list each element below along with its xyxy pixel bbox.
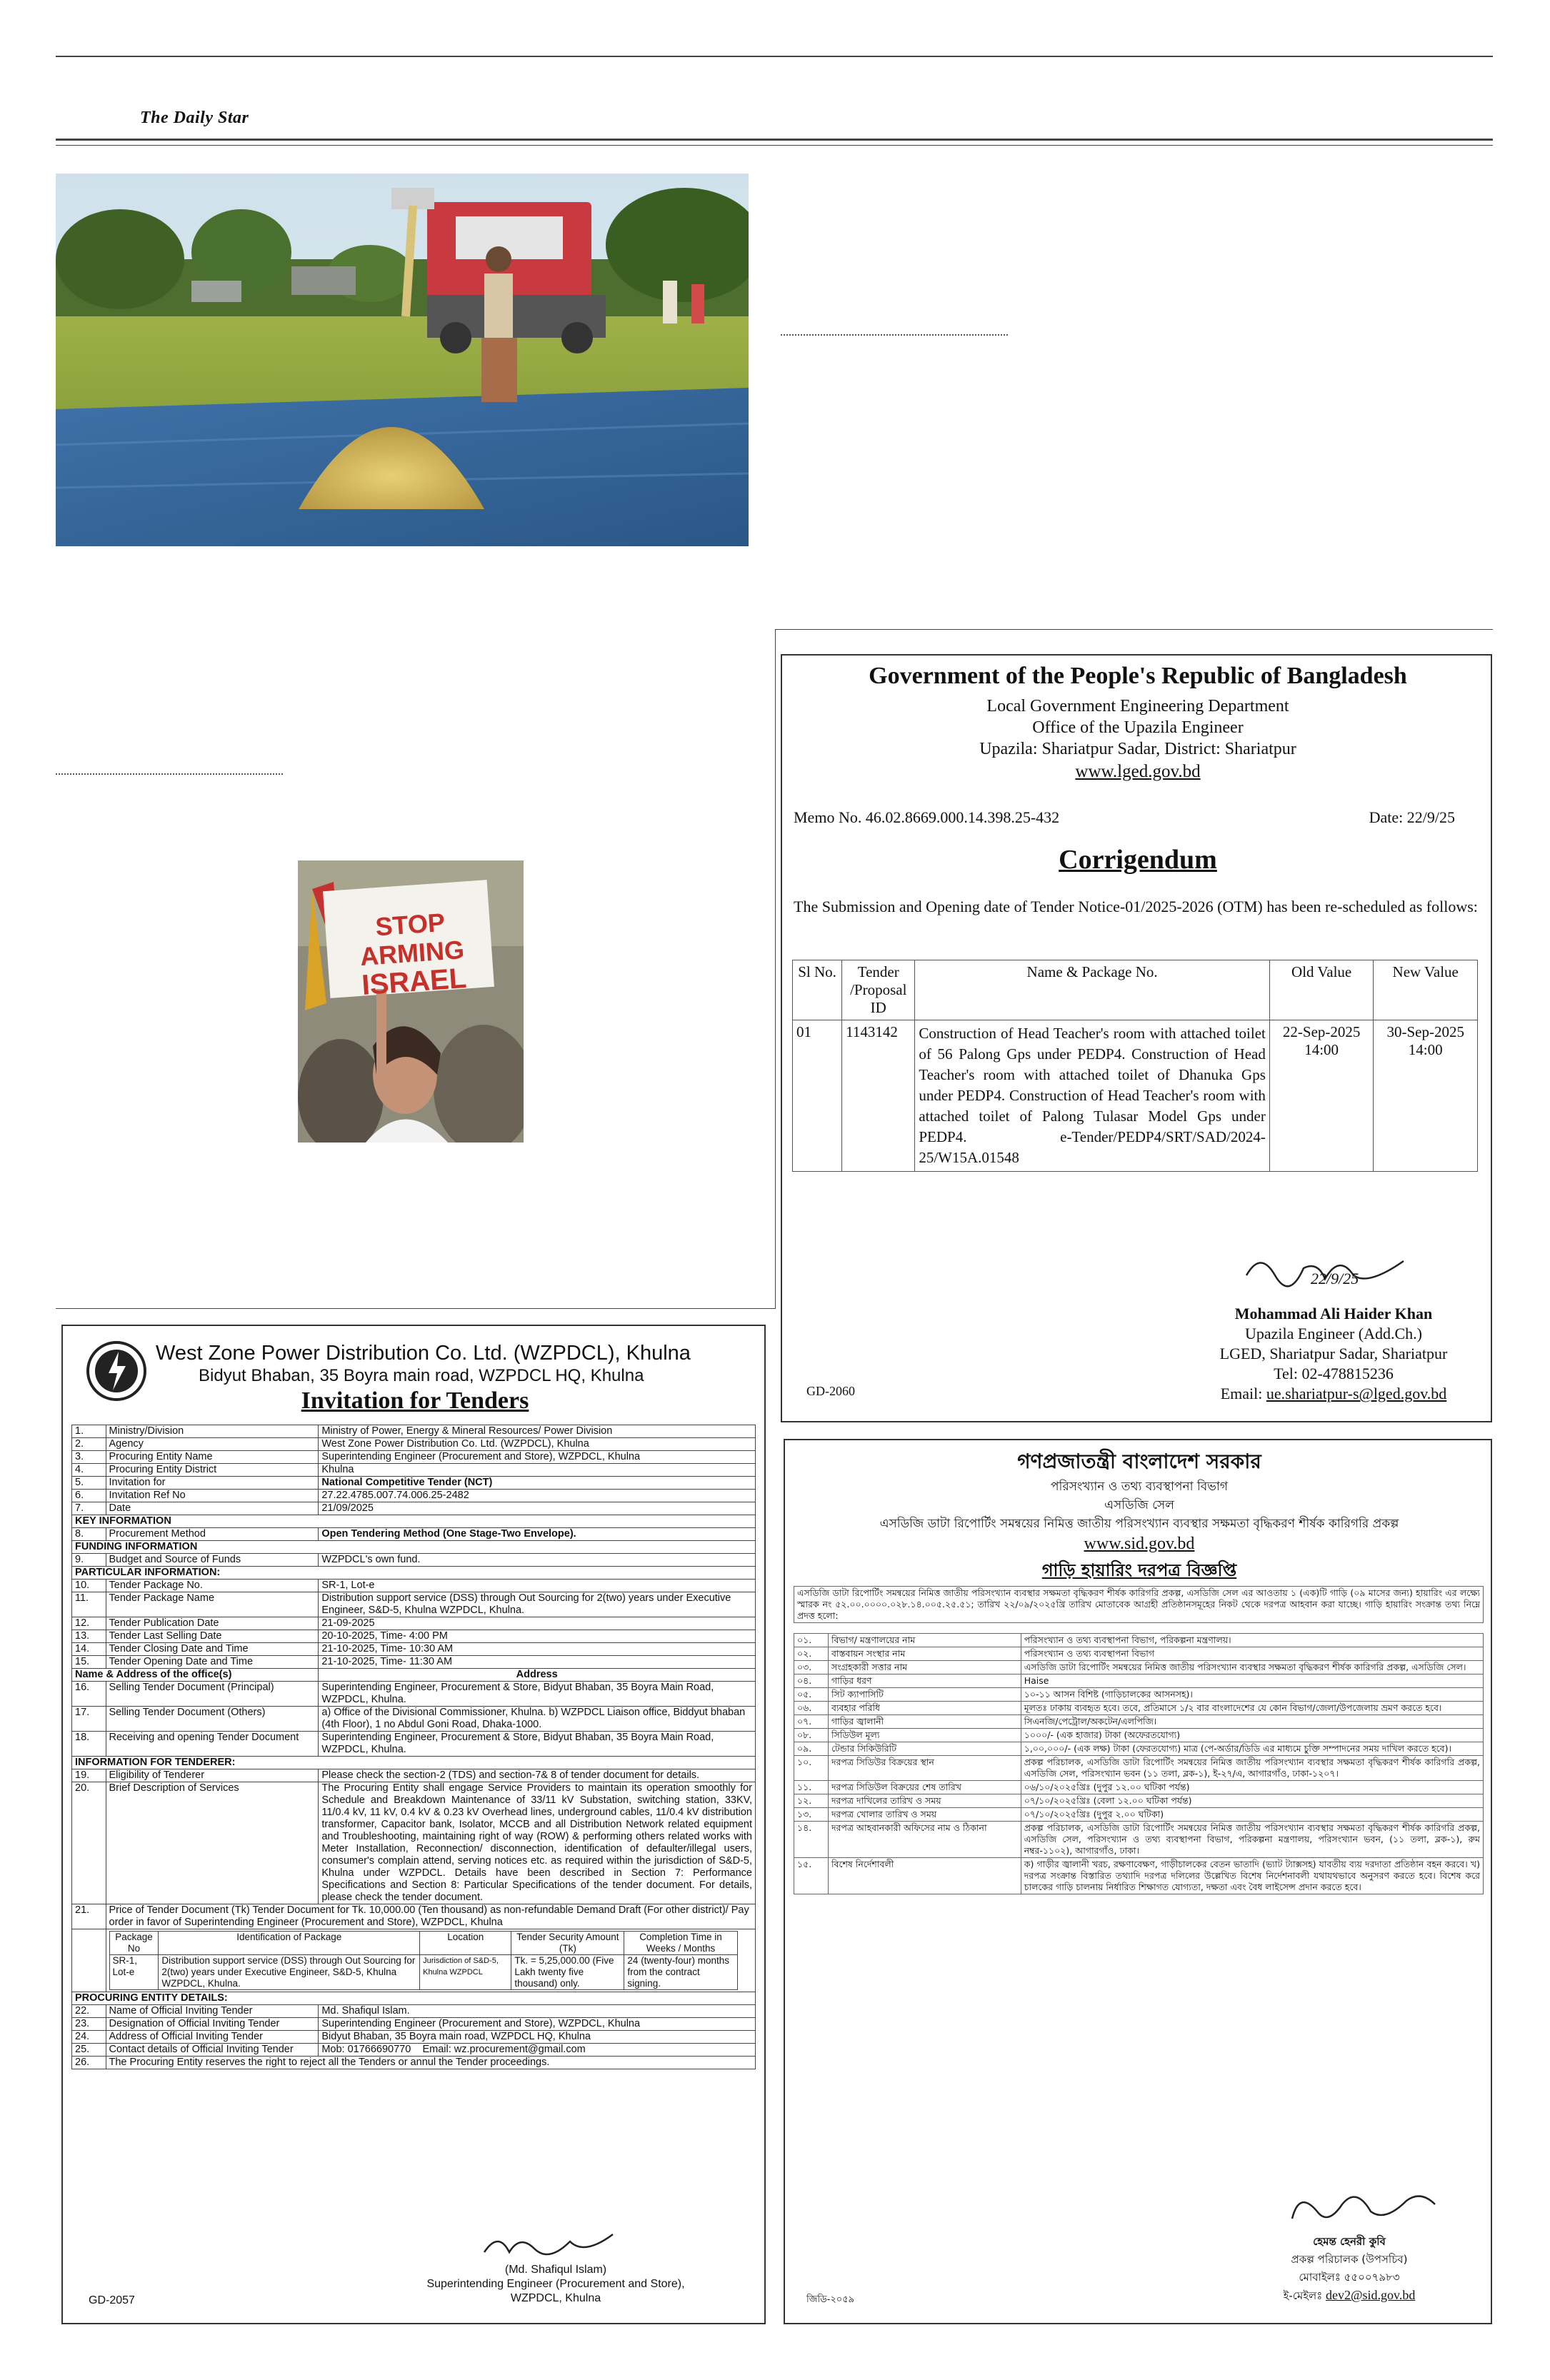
sid-row-key: সংগ্রহকারী সত্তার নাম — [828, 1661, 1021, 1674]
sid-row-value: প্রকল্প পরিচালক, এসডিজি ডাটা রিপোর্টিং সমন্বয়ের নিমিত্ত জাতীয় পরিসংখ্যান ব্যবস্থার সক্ষমতা বৃদ্ধিকরণ শীর্ষক কারিগরি প্রকল্প, এসডিজি সেল, পরিসংখ্যান ও তথ্য ব্যবস্থাপনা বিভাগ, পরিকল্পনা মন্ত্রণালয়, পরিসংখ্যান ভবন, (১১ তলা, ব্লক-১), রুম নম্বর-১১০২), আগারগাঁও, ঢাকা। — [1021, 1822, 1483, 1858]
row-key: Address of Official Inviting Tender — [106, 2031, 319, 2044]
wzpdcl-signer-title: Superintending Engineer (Procurement and Store), — [426, 2278, 685, 2290]
sid-row-value: ১০-১১ আসন বিশিষ্ট (গাড়িচালকের আসনসহ)। — [1021, 1688, 1483, 1702]
lged-row-new: 30-Sep-2025 14:00 — [1374, 1020, 1478, 1172]
wzpdcl-heading: Invitation for Tenders — [301, 1387, 529, 1414]
table-row — [72, 1464, 756, 1477]
wzpdcl-signer-org: WZPDCL, Khulna — [510, 2292, 601, 2304]
sid-row-key: বাস্তবায়ন সংস্থার নাম — [828, 1647, 1021, 1661]
lged-signer-title: Upazila Engineer (Add.Ch.) — [1244, 1325, 1423, 1342]
row-num: 8. — [72, 1528, 106, 1541]
table-row — [794, 1781, 1484, 1794]
row-key: Agency — [106, 1438, 319, 1451]
row-value: Superintending Engineer (Procurement and Store), WZPDCL, Khulna — [319, 2018, 756, 2031]
sid-row-num: ০৭. — [794, 1715, 829, 1729]
lged-col-name: Name & Package No. — [915, 960, 1270, 1020]
row-num: 19. — [72, 1769, 106, 1782]
column-rule-vertical — [775, 629, 776, 1309]
row-value: WZPDCL's own fund. — [319, 1554, 756, 1567]
row-value: Please check the section-2 (TDS) and section-7& 8 of tender document for details. — [319, 1769, 756, 1782]
sid-row-value: মূলতঃ ঢাকায় ব্যবহৃত হবে। তবে, প্রতিমাসে ১/২ বার বাংলাদেশের যে কোন বিভাগ/জেলা/উপজেলায় ভ্রমণ করতে হবে। — [1021, 1702, 1483, 1715]
row-value: The Procuring Entity reserves the right to reject all the Tenders or annul the Tender proceedings. — [106, 2057, 755, 2069]
sid-row-key: দরপত্র খোলার তারিখ ও সময় — [828, 1808, 1021, 1822]
sid-row-num: ০১. — [794, 1634, 829, 1647]
harvest-photo — [56, 174, 749, 546]
row-key: Contact details of Official Inviting Tender — [106, 2044, 319, 2057]
lged-col-new: New Value — [1374, 960, 1478, 1020]
lged-row-sl: 01 — [793, 1020, 842, 1172]
row-num: 21. — [72, 1904, 106, 1929]
row-num: 20. — [72, 1782, 106, 1904]
sid-row-value: ক) গাড়ীর জ্বালানী খরচ, রক্ষণাবেক্ষণ, গাড়ীচালকের বেতন ভাতাদি (ভ্যাট ট্যাক্সসহ) যাবতীয় ব্যয় দরদাতা প্রতিষ্ঠান বহন করবে। খ) দরপত্র সংক্রান্ত বিস্তারিত তথ্যাদি দরপত্র দলিলের উল্লেখিত বিশেষ নির্দেশনাবলী যথাযথভাবে অনুসরণ করতে হবে। বিশেষ করে চালকের গাড়ি চালনায় নির্ধারিত শিক্ষাগত যোগ্যতা, দক্ষতা এবং বৈধ লাইসেন্স প্রদান করতে হবে। — [1021, 1858, 1483, 1894]
row-num: 26. — [72, 2057, 106, 2069]
lged-tel: Tel: 02-478815236 — [1274, 1365, 1394, 1382]
sid-division: পরিসংখ্যান ও তথ্য ব্যবস্থাপনা বিভাগ — [1050, 1480, 1228, 1494]
sid-row-num: ১৩. — [794, 1808, 829, 1822]
table-row — [72, 1425, 756, 1438]
sid-signer-block — [1214, 2233, 1485, 2305]
row-num: 1. — [72, 1425, 106, 1438]
column-rule-bottom — [56, 1308, 776, 1309]
table-row — [794, 1674, 1484, 1688]
row-num: 6. — [72, 1490, 106, 1502]
row-key: Invitation for — [106, 1477, 319, 1490]
pkg-id: Distribution support service (DSS) through Out Sourcing for 2(two) years under Executive Engineer, S&D-5, Khulna WZPDCL, Khulna. — [159, 1955, 420, 1990]
row-value: 20-10-2025, Time- 4:00 PM — [319, 1630, 756, 1643]
wzpdcl-gd: GD-2057 — [89, 2294, 135, 2306]
row-value: Md. Shafiqul Islam. — [319, 2005, 756, 2018]
sid-row-value: এসডিজি ডাটা রিপোর্টিং সমন্বয়ের নিমিত্ত জাতীয় পরিসংখ্যান ব্যবস্থার সক্ষমতা বৃদ্ধিকরণ শীর্ষক কারিগরি প্রকল্প, এসডিজি সেল। — [1021, 1661, 1483, 1674]
table-row — [72, 2057, 756, 2069]
sid-row-key: দরপত্র সিডিউল বিক্রয়ের শেষ তারিখ — [828, 1781, 1021, 1794]
lged-tender-table — [792, 960, 1478, 1172]
lged-heading: Corrigendum — [1059, 845, 1217, 875]
row-key: Tender Package Name — [106, 1592, 319, 1617]
row-num: 5. — [72, 1477, 106, 1490]
row-value: SR-1, Lot-e — [319, 1580, 756, 1592]
row-key: Name of Official Inviting Tender — [106, 2005, 319, 2018]
row-value: 21-10-2025, Time- 10:30 AM — [319, 1643, 756, 1656]
sid-row-value: পরিসংখ্যান ও তথ্য ব্যবস্থাপনা বিভাগ — [1021, 1647, 1483, 1661]
sid-row-num: ০৬. — [794, 1702, 829, 1715]
row-num: 11. — [72, 1592, 106, 1617]
table-row — [794, 1634, 1484, 1647]
row-num: 22. — [72, 2005, 106, 2018]
address-head-right: Address — [319, 1669, 756, 1682]
row-num: 9. — [72, 1554, 106, 1567]
row-num: 24. — [72, 2031, 106, 2044]
row-num: 25. — [72, 2044, 106, 2057]
row-key: Procuring Entity District — [106, 1464, 319, 1477]
sid-signer-name: হেমন্ত হেনরী কুবি — [1313, 2235, 1386, 2248]
row-num: 3. — [72, 1451, 106, 1464]
row-key: Selling Tender Document (Others) — [106, 1707, 319, 1732]
row-num: 13. — [72, 1630, 106, 1643]
sid-car-hiring-ad — [784, 1439, 1492, 2324]
sid-row-key: গাড়ির জ্বালানী — [828, 1715, 1021, 1729]
sid-intro: এসডিজি ডাটা রিপোর্টিং সমন্বয়ের নিমিত্ত জাতীয় পরিসংখ্যান ব্যবস্থার সক্ষমতা বৃদ্ধিকরণ শীর্ষক কারিগরি প্রকল্প, এসডিজি সেল এর আওতায় ১ (এক)টি গাড়ি (০৯ মাসের জন্য) হায়ারিং এর লক্ষ্যে স্মারক নং ৫২.০০.০০০০.০২৮.১৪.০০৫.২৫.৫১; তারিখ ২২/০৯/২০২৫খ্রি তারিখ মোতাবেক আগ্রহী প্রতিষ্ঠানসমূহের নিকট থেকে দরপত্র আহবান করা যাচ্ছে। গাড়ি হায়ারিং সংক্রান্ত তথ্য নিম্নে প্রদত্ত হলো: — [794, 1587, 1484, 1623]
row-value: 27.22.4785.007.74.006.25-2482 — [319, 1490, 756, 1502]
sid-row-key: দরপত্র আহবানকারী অফিসের নাম ও ঠিকানা — [828, 1822, 1021, 1858]
sid-signer-title: প্রকল্প পরিচালক (উপসচিব) — [1291, 2253, 1408, 2266]
row-value: Superintending Engineer (Procurement and Store), WZPDCL, Khulna — [319, 1451, 756, 1464]
table-row — [72, 1490, 756, 1502]
lged-signer-name: Mohammad Ali Haider Khan — [1234, 1305, 1433, 1322]
pkg-no: SR-1, Lot-e — [109, 1955, 159, 1990]
row-key: Receiving and opening Tender Document — [106, 1732, 319, 1757]
protest-photo — [298, 860, 524, 1143]
address-head-left: Name & Address of the office(s) — [72, 1669, 319, 1682]
separator-right-top — [781, 334, 1008, 336]
row-key: Tender Last Selling Date — [106, 1630, 319, 1643]
table-row — [72, 2031, 756, 2044]
row-value: West Zone Power Distribution Co. Ltd. (WZPDCL), Khulna — [319, 1438, 756, 1451]
wzpdcl-info-table — [71, 1425, 756, 2069]
row-value: Ministry of Power, Energy & Mineral Resources/ Power Division — [319, 1425, 756, 1438]
sid-row-num: ০২. — [794, 1647, 829, 1661]
row-value: Superintending Engineer, Procurement & Store, Bidyut Bhaban, 35 Boyra Main Road, WZPDCL, Khulna. — [319, 1682, 756, 1707]
pkg-head-time: Completion Time in Weeks / Months — [624, 1932, 737, 1955]
lged-signature-date: 22/9/25 — [1311, 1270, 1359, 1287]
wzpdcl-signer-name: (Md. Shafiqul Islam) — [504, 2264, 607, 2276]
table-row — [72, 1438, 756, 1451]
lged-intro: The Submission and Opening date of Tender Notice-01/2025-2026 (OTM) has been re-scheduled as follows: — [794, 898, 1478, 915]
lged-office: Office of the Upazila Engineer — [1032, 718, 1244, 737]
row-value: Open Tendering Method (One Stage-Two Envelope). — [319, 1528, 756, 1541]
lged-title: Government of the People's Republic of Bangladesh — [869, 663, 1407, 689]
sid-row-key: দরপত্র সিডিউর বিক্রয়ের স্থান — [828, 1756, 1021, 1781]
table-row — [72, 1707, 756, 1732]
contact-mobile: Mob: 01766690770 — [321, 2044, 411, 2055]
wzpdcl-signature — [477, 2227, 620, 2263]
row-key: Tender Opening Date and Time — [106, 1656, 319, 1669]
row-num: 16. — [72, 1682, 106, 1707]
table-row — [72, 1630, 756, 1643]
section-funding: FUNDING INFORMATION — [72, 1541, 756, 1554]
row-num: 23. — [72, 2018, 106, 2031]
sid-row-num: ০৮. — [794, 1729, 829, 1742]
table-row — [794, 1647, 1484, 1661]
table-row — [794, 1756, 1484, 1781]
row-key: Budget and Source of Funds — [106, 1554, 319, 1567]
lged-email-link[interactable]: ue.shariatpur-s@lged.gov.bd — [1266, 1385, 1447, 1402]
sid-row-num: ১০. — [794, 1756, 829, 1781]
lged-dept: Local Government Engineering Department — [986, 697, 1289, 715]
sid-row-value: ০৬/১০/২০২৫খ্রিঃ (দুপুর ১২.০০ ঘটিকা পর্যন্ত) — [1021, 1781, 1483, 1794]
sid-website-link[interactable]: www.sid.gov.bd — [1084, 1535, 1195, 1553]
row-value: a) Office of the Divisional Commissioner, Khulna. b) WZPDCL Liaison office, Biddyut bhaban (4th Floor), 1 no Abdul Goni Road, Dhaka-1000. — [319, 1707, 756, 1732]
wzpdcl-signer-block — [377, 2263, 734, 2306]
lged-email-label: Email: — [1220, 1385, 1263, 1402]
sid-row-value: ১,০০,০০০/- (এক লক্ষ) টাকা (ফেরতযোগ্য) মাত্র (পে-অর্ডার/ডিডি এর মাধ্যমে চুক্তি সম্পাদনের সময় দাখিল করতে হবে)। — [1021, 1742, 1483, 1756]
table-row — [794, 1808, 1484, 1822]
sid-row-num: ১৪. — [794, 1822, 829, 1858]
row-num: 14. — [72, 1643, 106, 1656]
sid-row-key: ব্যবহার পরিধি — [828, 1702, 1021, 1715]
lged-row-id: 1143142 — [842, 1020, 915, 1172]
row-num: 15. — [72, 1656, 106, 1669]
sid-email-line — [1214, 2286, 1485, 2305]
sid-row-key: গাড়ির ধরণ — [828, 1674, 1021, 1688]
row-key: Tender Package No. — [106, 1580, 319, 1592]
sid-project: এসডিজি ডাটা রিপোর্টিং সমন্বয়ের নিমিত্ত জাতীয় পরিসংখ্যান ব্যবস্থার সক্ষমতা বৃদ্ধিকরণ শীর্ষক কারিগরি প্রকল্প — [879, 1517, 1399, 1531]
row-value — [319, 2044, 756, 2057]
sid-signature — [1285, 2183, 1442, 2233]
lged-upazila: Upazila: Shariatpur Sadar, District: Shariatpur — [979, 740, 1296, 758]
row-key: Procurement Method — [106, 1528, 319, 1541]
sid-row-value: প্রকল্প পরিচালক, এসডিজি ডাটা রিপোর্টিং সমন্বয়ের নিমিত্ত জাতীয় পরিসংখ্যান ব্যবস্থার সক্ষমতা বৃদ্ধিকরণ শীর্ষক কারিগরি প্রকল্প, এসডিজি সেল, পরিসংখ্যান ভবন (১১ তলা, ব্লক-১), ই-২৭/এ, আগারগাঁও, ঢাকা-১২০৭। — [1021, 1756, 1483, 1781]
sid-row-num: ১২. — [794, 1794, 829, 1808]
row-key: Designation of Official Inviting Tender — [106, 2018, 319, 2031]
sid-mobile: মোবাইলঃ ৫৫০০৭৯৮৩ — [1299, 2271, 1400, 2284]
sid-row-key: সিডিউল মূল্য — [828, 1729, 1021, 1742]
table-row — [72, 2044, 756, 2057]
table-row — [794, 1794, 1484, 1808]
row-num: 7. — [72, 1502, 106, 1515]
table-row — [72, 1904, 756, 1929]
lged-col-old: Old Value — [1269, 960, 1374, 1020]
row-value: The Procuring Entity shall engage Service Providers to maintain its operation smoothly for Schedule and Breakdown Maintenance of 33/11 kV Substation, switching station, 33KV, 11/0.4 kV, 11 kV, 0.4 kV & 0.23 kV Overhead lines, underground cables, 11/0.4 kV distribution transformer, Capacitor bank, Isolator, MCCB and all Distribution Network related equipment and Troubleshooting, maintaining right of way (ROW) & performing others related works with Meter Installation, Reconnection/ disconnection, identification of defaulter/illegal users, consumer's complain attend, serving notices etc. as required within the jurisdiction of S&D-5, Khulna under WZPDCL. Details have been described in Section 7: Performance Specifications and Section 8: Particular Specifications of the tender document. For details, please check the tender document. — [319, 1782, 756, 1904]
pkg-head-id: Identification of Package — [159, 1932, 420, 1955]
protest-sign-line1: STOP ARMING — [359, 907, 466, 972]
sid-row-key: বিশেষ নির্দেশাবলী — [828, 1858, 1021, 1894]
column-rule-horizontal — [775, 629, 1493, 630]
lged-email-line — [1191, 1384, 1476, 1404]
sid-row-key: টেন্ডার সিকিউরিটি — [828, 1742, 1021, 1756]
sid-row-value: Haise — [1021, 1674, 1483, 1688]
lged-row-name: Construction of Head Teacher's room with attached toilet of 56 Palong Gps under PEDP4. Construction of Head Teacher's room with attached toilet of Dhanuka Gps under PEDP4. Construction of Head Teacher's room with attached toilet of Palong Tulasar Model Gps under PEDP4. e-Tender/PEDP4/SRT/SAD/2024-25/W15A.01548 — [915, 1020, 1270, 1172]
lged-gd: GD-2060 — [806, 1384, 855, 1398]
table-row — [794, 1858, 1484, 1894]
protest-sign-text — [338, 905, 486, 1001]
row-num: 2. — [72, 1438, 106, 1451]
lged-website-link[interactable]: www.lged.gov.bd — [1075, 762, 1201, 781]
harvest-photo-illustration — [56, 174, 749, 546]
sid-row-value: পরিসংখ্যান ও তথ্য ব্যবস্থাপনা বিভাগ, পরিকল্পনা মন্ত্রণালয়। — [1021, 1634, 1483, 1647]
table-row — [794, 1661, 1484, 1674]
row-key: Selling Tender Document (Principal) — [106, 1682, 319, 1707]
table-row — [72, 1656, 756, 1669]
section-tenderer: INFORMATION FOR TENDERER: — [72, 1757, 756, 1769]
pkg-security: Tk. = 5,25,000.00 (Five Lakh twenty five thousand) only. — [511, 1955, 624, 1990]
lged-signer-office: LGED, Shariatpur Sadar, Shariatpur — [1219, 1345, 1448, 1362]
table-row — [794, 1688, 1484, 1702]
table-row — [72, 1502, 756, 1515]
sid-email-label: ই-মেইলঃ — [1283, 2289, 1323, 2302]
row-num: 18. — [72, 1732, 106, 1757]
sid-rows-table — [794, 1633, 1484, 1894]
row-key: Tender Closing Date and Time — [106, 1643, 319, 1656]
pkg-head-security: Tender Security Amount (Tk) — [511, 1932, 624, 1955]
sid-row-value: ০৭/১০/২০২৫খ্রিঃ (বেলা ১২.০০ ঘটিকা পর্যন্ত) — [1021, 1794, 1483, 1808]
contact-email[interactable]: Email: wz.procurement@gmail.com — [422, 2044, 586, 2055]
wzpdcl-org: West Zone Power Distribution Co. Ltd. (WZPDCL), Khulna — [156, 1342, 691, 1365]
pkg-time: 24 (twenty-four) months from the contract signing. — [624, 1955, 737, 1990]
row-key: Ministry/Division — [106, 1425, 319, 1438]
protest-photo-illustration — [298, 860, 524, 1143]
table-row — [72, 1682, 756, 1707]
row-num: 17. — [72, 1707, 106, 1732]
sid-row-value: সিএনজি/পেট্রোল/অকটেন/এলপিজি। — [1021, 1715, 1483, 1729]
wzpdcl-address: Bidyut Bhaban, 35 Boyra main road, WZPDCL HQ, Khulna — [199, 1366, 644, 1385]
lged-row-old: 22-Sep-2025 14:00 — [1269, 1020, 1374, 1172]
header-rule-1 — [56, 139, 1493, 141]
sid-row-value: ০৭/১০/২০২৫খ্রিঃ (দুপুর ২.০০ ঘটিকা) — [1021, 1808, 1483, 1822]
row-key: Tender Publication Date — [106, 1617, 319, 1630]
table-row — [72, 1580, 756, 1592]
top-rule — [56, 56, 1493, 57]
package-row — [72, 1929, 756, 1992]
table-row — [72, 1782, 756, 1904]
row-key: Date — [106, 1502, 319, 1515]
table-row — [794, 1715, 1484, 1729]
table-row — [72, 1732, 756, 1757]
table-row — [72, 2005, 756, 2018]
sid-heading: গাড়ি হায়ারিং দরপত্র বিজ্ঞপ্তি — [1041, 1560, 1237, 1580]
sid-email-link[interactable]: dev2@sid.gov.bd — [1325, 2288, 1416, 2302]
table-row — [72, 1554, 756, 1567]
row-value: National Competitive Tender (NCT) — [319, 1477, 756, 1490]
table-row — [72, 1617, 756, 1630]
lged-date: Date: 22/9/25 — [1369, 808, 1455, 826]
section-procuring: PROCURING ENTITY DETAILS: — [72, 1992, 756, 2005]
row-value: Khulna — [319, 1464, 756, 1477]
table-row — [72, 1592, 756, 1617]
lged-col-id: Tender /Proposal ID — [842, 960, 915, 1020]
sid-row-key: বিভাগ/ মন্ত্রণালয়ের নাম — [828, 1634, 1021, 1647]
row-value: Bidyut Bhaban, 35 Boyra main road, WZPDCL HQ, Khulna — [319, 2031, 756, 2044]
row-num: 12. — [72, 1617, 106, 1630]
lged-corrigendum-ad — [781, 654, 1492, 1422]
separator-left — [56, 773, 283, 775]
sid-row-value: ১০০০/- (এক হাজার) টাকা (অফেরতযোগ্য) — [1021, 1729, 1483, 1742]
table-row — [72, 1643, 756, 1656]
lged-signer-block — [1191, 1304, 1476, 1404]
sid-row-num: ০৫. — [794, 1688, 829, 1702]
sid-row-num: ১৫. — [794, 1858, 829, 1894]
row-key: Procuring Entity Name — [106, 1451, 319, 1464]
table-row — [109, 1955, 737, 1990]
header-rule-2 — [56, 145, 1493, 146]
sid-row-key: সিট ক্যাপাসিটি — [828, 1688, 1021, 1702]
row-value: 21-10-2025, Time- 11:30 AM — [319, 1656, 756, 1669]
section-key-info: KEY INFORMATION — [72, 1515, 756, 1528]
masthead: The Daily Star — [140, 109, 249, 127]
table-row — [72, 1451, 756, 1464]
pkg-loc: Jurisdiction of S&D-5, Khulna WZPDCL — [420, 1955, 511, 1990]
sid-title: গণপ্রজাতন্ত্রী বাংলাদেশ সরকার — [1017, 1450, 1261, 1473]
sid-gd: জিডি-২০৫৯ — [806, 2294, 855, 2305]
pkg-head-loc: Location — [420, 1932, 511, 1955]
row-value: Price of Tender Document (Tk) Tender Document for Tk. 10,000.00 (Ten thousand) as non-refundable Demand Draft (For other district)/ Pay order in favor of Superintending Engineer (Procurement and Store), WZPDCL, Khulna — [106, 1904, 755, 1929]
sid-cell: এসডিজি সেল — [1104, 1498, 1174, 1512]
sid-row-num: ০৪. — [794, 1674, 829, 1688]
protest-sign-line2: ISRAEL — [361, 962, 468, 1001]
row-value: Distribution support service (DSS) through Out Sourcing for 2(two) years under Executive Engineer, S&D-5, Khulna WZPDCL, Khulna. — [319, 1592, 756, 1617]
table-row — [793, 1020, 1478, 1172]
row-value: 21-09-2025 — [319, 1617, 756, 1630]
table-row — [72, 1769, 756, 1782]
section-particular: PARTICULAR INFORMATION: — [72, 1567, 756, 1580]
row-value: 21/09/2025 — [319, 1502, 756, 1515]
pkg-head-no: Package No — [109, 1932, 159, 1955]
wzpdcl-tender-ad — [61, 1325, 766, 2324]
lged-col-sl: Sl No. — [793, 960, 842, 1020]
row-key: Brief Description of Services — [106, 1782, 319, 1904]
row-value: Superintending Engineer, Procurement & Store, Bidyut Bhaban, 35 Boyra Main Road, WZPDCL, Khulna. — [319, 1732, 756, 1757]
package-table — [109, 1931, 738, 1990]
lged-memo: Memo No. 46.02.8669.000.14.398.25-432 — [794, 808, 1060, 826]
table-row — [72, 1477, 756, 1490]
table-row — [794, 1822, 1484, 1858]
row-key: Eligibility of Tenderer — [106, 1769, 319, 1782]
row-num: 4. — [72, 1464, 106, 1477]
table-row — [72, 1528, 756, 1541]
table-row — [794, 1729, 1484, 1742]
row-key: Invitation Ref No — [106, 1490, 319, 1502]
sid-info-table — [794, 1586, 1484, 1623]
sid-row-num: ০৩. — [794, 1661, 829, 1674]
table-row — [794, 1702, 1484, 1715]
row-num: 10. — [72, 1580, 106, 1592]
sid-row-num: ০৯. — [794, 1742, 829, 1756]
table-row — [72, 2018, 756, 2031]
sid-row-num: ১১. — [794, 1781, 829, 1794]
table-row — [794, 1742, 1484, 1756]
sid-row-key: দরপত্র দাখিলের তারিখ ও সময় — [828, 1794, 1021, 1808]
